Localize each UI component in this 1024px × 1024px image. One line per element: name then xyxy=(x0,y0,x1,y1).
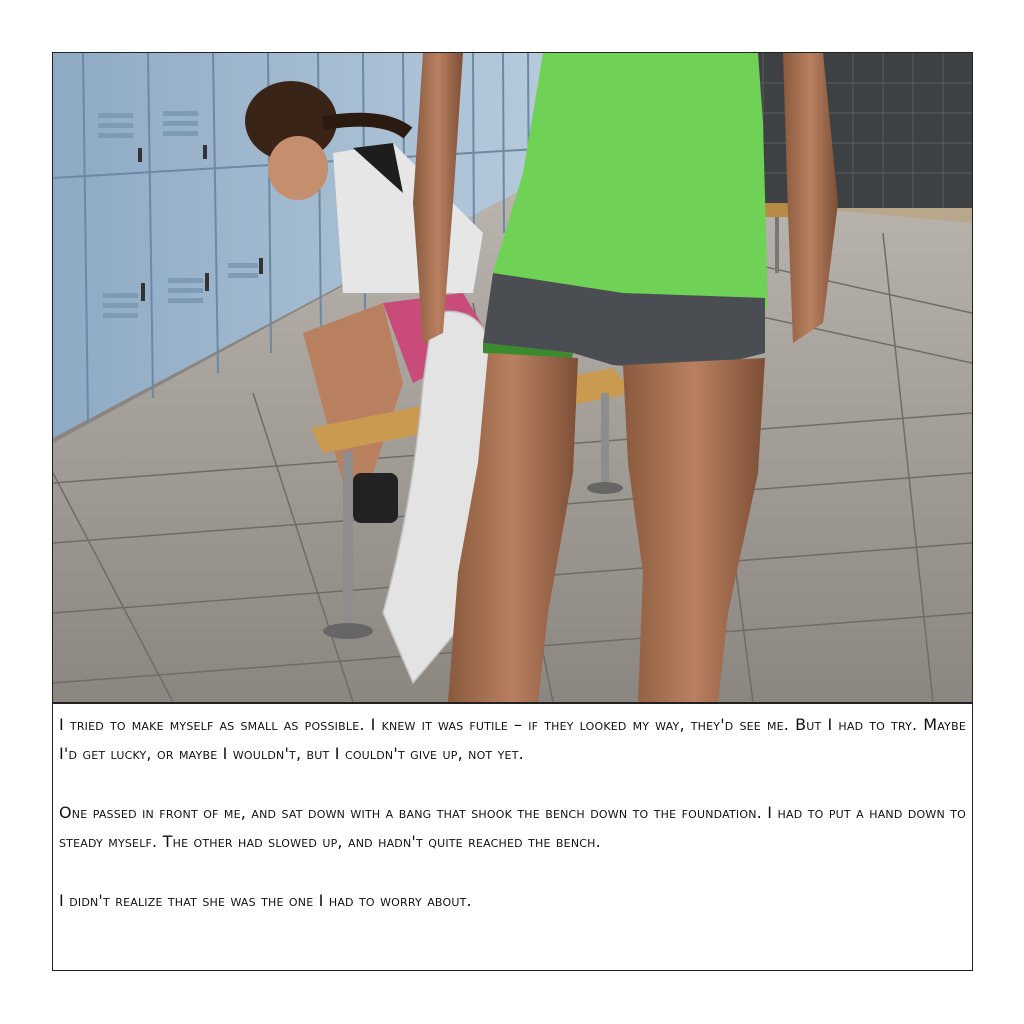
bench-leg-left xyxy=(343,451,353,631)
comic-panel-image xyxy=(52,52,973,703)
caption-paragraph-1: I tried to make myself as small as possible. I knew it was futile – if they looked my way, they'd see me. But I had to try. Maybe I'd get lucky, or maybe I wouldn't, but I couldn't give up, not yet. xyxy=(59,715,966,763)
caption-box xyxy=(52,703,973,971)
bench-leg-right xyxy=(601,393,609,488)
locker-room-scene xyxy=(53,53,972,702)
caption-paragraph-2: One passed in front of me, and sat down with a bang that shook the bench down to the foundation. I had to put a hand down to steady myself. The other had slowed up, and hadn't quite reached the bench. xyxy=(59,803,966,851)
caption-paragraph-3: I didn't realize that she was the one I had to worry about. xyxy=(59,891,472,910)
